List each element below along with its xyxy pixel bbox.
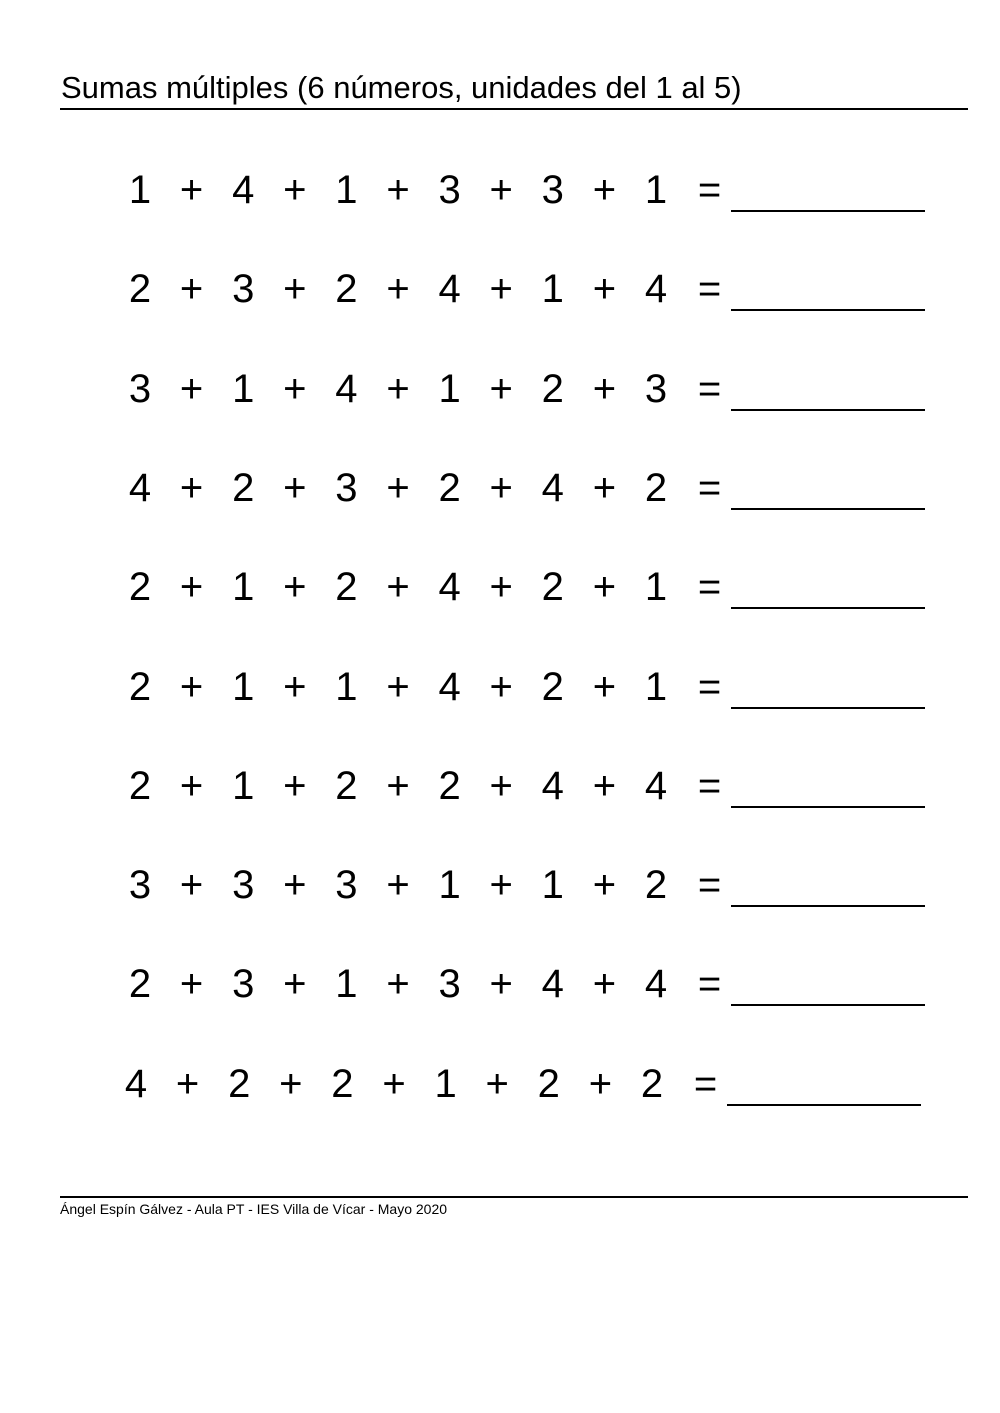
plus-sign: + (179, 664, 204, 709)
addend: 2 (438, 763, 461, 808)
addend: 1 (541, 863, 564, 908)
addend: 1 (128, 168, 152, 212)
addend: 4 (644, 267, 668, 312)
plus-sign: + (489, 962, 513, 1007)
addend: 4 (232, 168, 255, 212)
plus-sign: + (179, 465, 204, 510)
plus-sign: + (489, 168, 513, 212)
addend: 2 (128, 763, 152, 808)
plus-sign: + (592, 664, 617, 709)
answer-blank[interactable] (727, 1104, 921, 1106)
addend: 3 (541, 168, 564, 212)
addend: 4 (128, 465, 152, 510)
answer-blank[interactable] (731, 409, 925, 411)
addend: 2 (335, 763, 358, 808)
equals-sign: = (697, 565, 722, 610)
addend: 2 (128, 664, 152, 709)
addend: 2 (335, 267, 358, 312)
problem-row (0, 756, 1000, 816)
addend: 2 (128, 267, 152, 312)
plus-sign: + (489, 664, 513, 709)
problem-row (0, 855, 1000, 915)
answer-blank[interactable] (731, 707, 925, 709)
plus-sign: + (592, 565, 617, 610)
addend: 1 (644, 168, 668, 212)
answer-blank[interactable] (731, 905, 925, 907)
plus-sign: + (179, 863, 204, 908)
plus-sign: + (279, 1061, 303, 1106)
addend: 2 (644, 465, 668, 510)
problem-row (0, 359, 1000, 419)
addend: 1 (438, 863, 461, 908)
addend: 1 (232, 763, 255, 808)
plus-sign: + (489, 565, 513, 610)
problem-row (0, 458, 1000, 518)
addend: 1 (644, 664, 668, 709)
problem-row (0, 954, 1000, 1014)
plus-sign: + (386, 565, 410, 610)
plus-sign: + (489, 465, 513, 510)
addend: 2 (541, 366, 564, 411)
addend: 1 (644, 565, 668, 610)
footer-credit: Ángel Espín Gálvez - Aula PT - IES Villa de Vícar - Mayo 2020 (60, 1201, 448, 1217)
plus-sign: + (489, 863, 513, 908)
addend: 3 (438, 962, 461, 1007)
plus-sign: + (283, 267, 307, 312)
plus-sign: + (283, 565, 307, 610)
equals-sign: = (697, 465, 722, 510)
plus-sign: + (489, 267, 513, 312)
plus-sign: + (283, 962, 307, 1007)
plus-sign: + (175, 1061, 200, 1106)
plus-sign: + (283, 763, 307, 808)
plus-sign: + (382, 1061, 406, 1106)
addend: 2 (228, 1061, 251, 1106)
addend: 4 (541, 465, 564, 510)
plus-sign: + (283, 366, 307, 411)
plus-sign: + (485, 1061, 509, 1106)
plus-sign: + (179, 763, 204, 808)
addend: 3 (232, 267, 255, 312)
plus-sign: + (386, 763, 410, 808)
plus-sign: + (588, 1061, 613, 1106)
footer-divider (60, 1196, 968, 1198)
plus-sign: + (592, 267, 617, 312)
addend: 1 (434, 1061, 457, 1106)
answer-blank[interactable] (731, 210, 925, 212)
addend: 3 (232, 962, 255, 1007)
plus-sign: + (592, 366, 617, 411)
addend: 2 (541, 565, 564, 610)
addend: 4 (541, 962, 564, 1007)
addend: 4 (438, 664, 461, 709)
equals-sign: = (697, 664, 722, 709)
plus-sign: + (489, 763, 513, 808)
addend: 1 (232, 366, 255, 411)
plus-sign: + (592, 168, 617, 212)
plus-sign: + (179, 565, 204, 610)
plus-sign: + (386, 962, 410, 1007)
plus-sign: + (283, 168, 307, 212)
answer-blank[interactable] (731, 806, 925, 808)
addend: 4 (438, 565, 461, 610)
answer-blank[interactable] (731, 1004, 925, 1006)
addend: 2 (128, 565, 152, 610)
addend: 2 (537, 1061, 560, 1106)
plus-sign: + (386, 267, 410, 312)
addend: 1 (232, 664, 255, 709)
answer-blank[interactable] (731, 607, 925, 609)
problem-row (0, 657, 1000, 717)
equals-sign: = (697, 962, 722, 1007)
addend: 3 (128, 366, 152, 411)
addend: 2 (640, 1061, 664, 1106)
addend: 4 (438, 267, 461, 312)
addend: 3 (644, 366, 668, 411)
addend: 3 (335, 465, 358, 510)
plus-sign: + (386, 664, 410, 709)
addend: 4 (335, 366, 358, 411)
plus-sign: + (489, 366, 513, 411)
addend: 1 (232, 565, 255, 610)
plus-sign: + (386, 465, 410, 510)
plus-sign: + (179, 168, 204, 212)
addend: 4 (541, 763, 564, 808)
addend: 1 (335, 664, 358, 709)
plus-sign: + (283, 863, 307, 908)
worksheet-title: Sumas múltiples (6 números, unidades del 1 al 5) (61, 70, 742, 105)
equals-sign: = (697, 863, 722, 908)
answer-blank[interactable] (731, 508, 925, 510)
addend: 2 (541, 664, 564, 709)
plus-sign: + (386, 366, 410, 411)
plus-sign: + (283, 664, 307, 709)
problem-row (0, 160, 1000, 220)
title-divider (60, 108, 968, 110)
plus-sign: + (179, 962, 204, 1007)
problem-row (0, 1054, 1000, 1114)
addend: 2 (232, 465, 255, 510)
plus-sign: + (386, 168, 410, 212)
addend: 4 (644, 763, 668, 808)
equals-sign: = (697, 168, 722, 212)
plus-sign: + (592, 465, 617, 510)
addend: 2 (335, 565, 358, 610)
plus-sign: + (179, 267, 204, 312)
plus-sign: + (283, 465, 307, 510)
addend: 4 (644, 962, 668, 1007)
equals-sign: = (697, 267, 722, 312)
addend: 2 (331, 1061, 354, 1106)
addend: 3 (438, 168, 461, 212)
addend: 2 (128, 962, 152, 1007)
addend: 2 (644, 863, 668, 908)
plus-sign: + (179, 366, 204, 411)
addend: 2 (438, 465, 461, 510)
addend: 3 (128, 863, 152, 908)
plus-sign: + (386, 863, 410, 908)
addend: 3 (232, 863, 255, 908)
addend: 1 (438, 366, 461, 411)
addend: 3 (335, 863, 358, 908)
addend: 1 (335, 168, 358, 212)
plus-sign: + (592, 962, 617, 1007)
addend: 1 (335, 962, 358, 1007)
problem-row (0, 557, 1000, 617)
equals-sign: = (693, 1061, 718, 1106)
problem-row (0, 259, 1000, 319)
addend: 1 (541, 267, 564, 312)
equals-sign: = (697, 366, 722, 411)
plus-sign: + (592, 863, 617, 908)
plus-sign: + (592, 763, 617, 808)
equals-sign: = (697, 763, 722, 808)
answer-blank[interactable] (731, 309, 925, 311)
addend: 4 (124, 1061, 148, 1106)
